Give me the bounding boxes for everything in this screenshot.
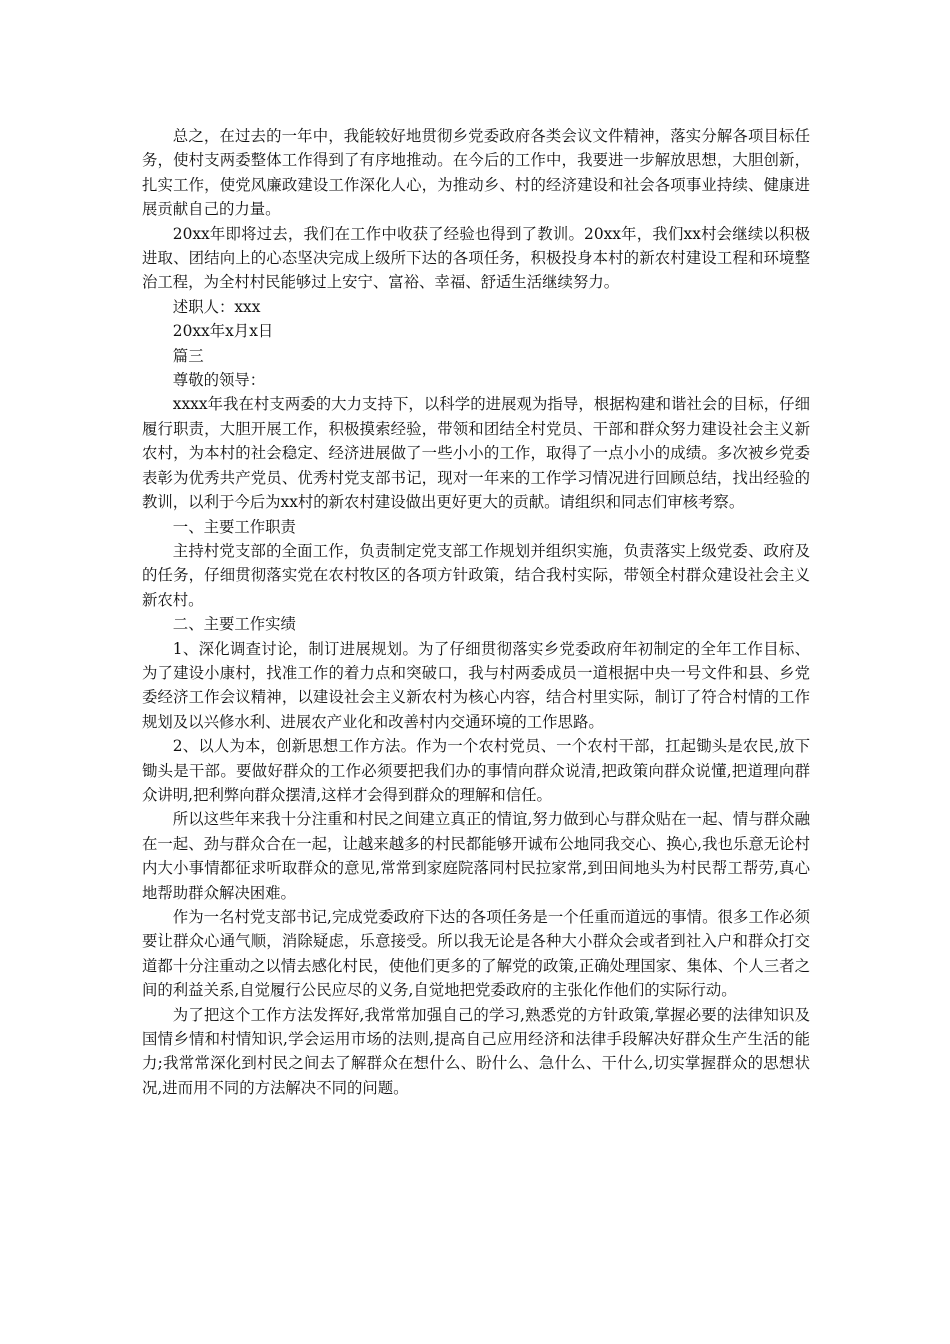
paragraph-relationships: 所以这些年来我十分注重和村民之间建立真正的情谊,努力做到心与群众贴在一起、情与群众融在一起、劲与群众合在一起，让越来越多的村民都能够开诚布公地同我交心、换心,我也乐意无论村内大小事情都征求听取群众的意见,常常到家庭院落同村民拉家常,到田间地头为村民帮工帮劳,真心地帮助群众解决困难。 [142, 810, 810, 902]
salutation: 尊敬的领导： [172, 371, 266, 390]
section-title-part-three: 篇三 [172, 346, 204, 365]
paragraph-party-secretary: 作为一名村党支部书记,完成党委政府下达的各项任务是一个任重而道远的事情。很多工作必须要让群众心通气顺，消除疑虑，乐意接受。所以我无论是各种大小群众会或者到社入户和群众打交道都十分注重动之以情去感化村民，使他们更多的了解党的政策,正确处理国家、集体、个人三者之间的利益关系,自觉履行公民应尽的义务,自觉地把党委政府的主张化作他们的实际行动。 [142, 908, 810, 1000]
paragraph-duties: 主持村党支部的全面工作，负责制定党支部工作规划并组织实施，负责落实上级党委、政府及的任务，仔细贯彻落实党在农村牧区的各项方针政策，结合我村实际，带领全村群众建设社会主义新农村。 [142, 541, 810, 609]
document-body [142, 124, 810, 1100]
paragraph-outlook: 20xx年即将过去，我们在工作中收获了经验也得到了教训。20xx年，我们xx村会继续以积极进取、团结向上的心态坚决完成上级所下达的各项任务，积极投身本村的新农村建设工程和环境整治工程，为全村村民能够过上安宁、富裕、幸福、舒适生活继续努力。 [142, 224, 810, 292]
paragraph-achievement-1: 1、深化调查讨论，制订进展规划。为了仔细贯彻落实乡党委政府年初制定的全年工作目标、为了建设小康村，找准工作的着力点和突破口，我与村两委成员一道根据中央一号文件和县、乡党委经济工作会议精神，以建设社会主义新农村为核心内容，结合村里实际，制订了符合村情的工作规划及以兴修水利、进展农产业化和改善村内交通环境的工作思路。 [142, 639, 810, 731]
paragraph-learning: 为了把这个工作方法发挥好,我常常加强自己的学习,熟悉党的方针政策,掌握必要的法律知识及国情乡情和村情知识,学会运用市场的法则,提高自己应用经济和法律手段解决好群众生产生活的能力;我常常深化到村民之间去了解群众在想什么、盼什么、急什么、干什么,切实掌握群众的思想状况,进而用不同的方法解决不同的问题。 [142, 1005, 810, 1097]
date-line: 20xx年x月x日 [172, 322, 274, 341]
heading-main-achievements: 二、主要工作实绩 [172, 615, 296, 634]
paragraph-achievement-2: 2、以人为本，创新思想工作方法。作为一个农村党员、一个农村干部，扛起锄头是农民,放下锄头是干部。要做好群众的工作必须要把我们办的事情向群众说清,把政策向群众说懂,把道理向群众讲明,把利弊向群众摆清,这样才会得到群众的理解和信任。 [142, 737, 810, 804]
paragraph-introduction: xxxx年我在村支两委的大力支持下，以科学的进展观为指导，根据构建和谐社会的目标，仔细履行职责，大胆开展工作，积极摸索经验，带领和团结全村党员、干部和群众努力建设社会主义新农村，为本村的社会稳定、经济进展做了一些小小的工作，取得了一点小小的成绩。多次被乡党委表彰为优秀共产党员、优秀村党支部书记，现对一年来的工作学习情况进行回顾总结，找出经验的教训，以利于今后为xx村的新农村建设做出更好更大的贡献。请组织和同志们审核考察。 [142, 395, 810, 512]
heading-main-duties: 一、主要工作职责 [172, 517, 296, 536]
paragraph-summary: 总之，在过去的一年中，我能较好地贯彻乡党委政府各类会议文件精神，落实分解各项目标任务，使村支两委整体工作得到了有序地推动。在今后的工作中，我要进一步解放思想，大胆创新，扎实工作，使党风廉政建设工作深化人心，为推动乡、村的经济建设和社会各项事业持续、健康进展贡献自己的力量。 [142, 127, 810, 219]
reporter-line: 述职人：xxx [172, 297, 261, 316]
